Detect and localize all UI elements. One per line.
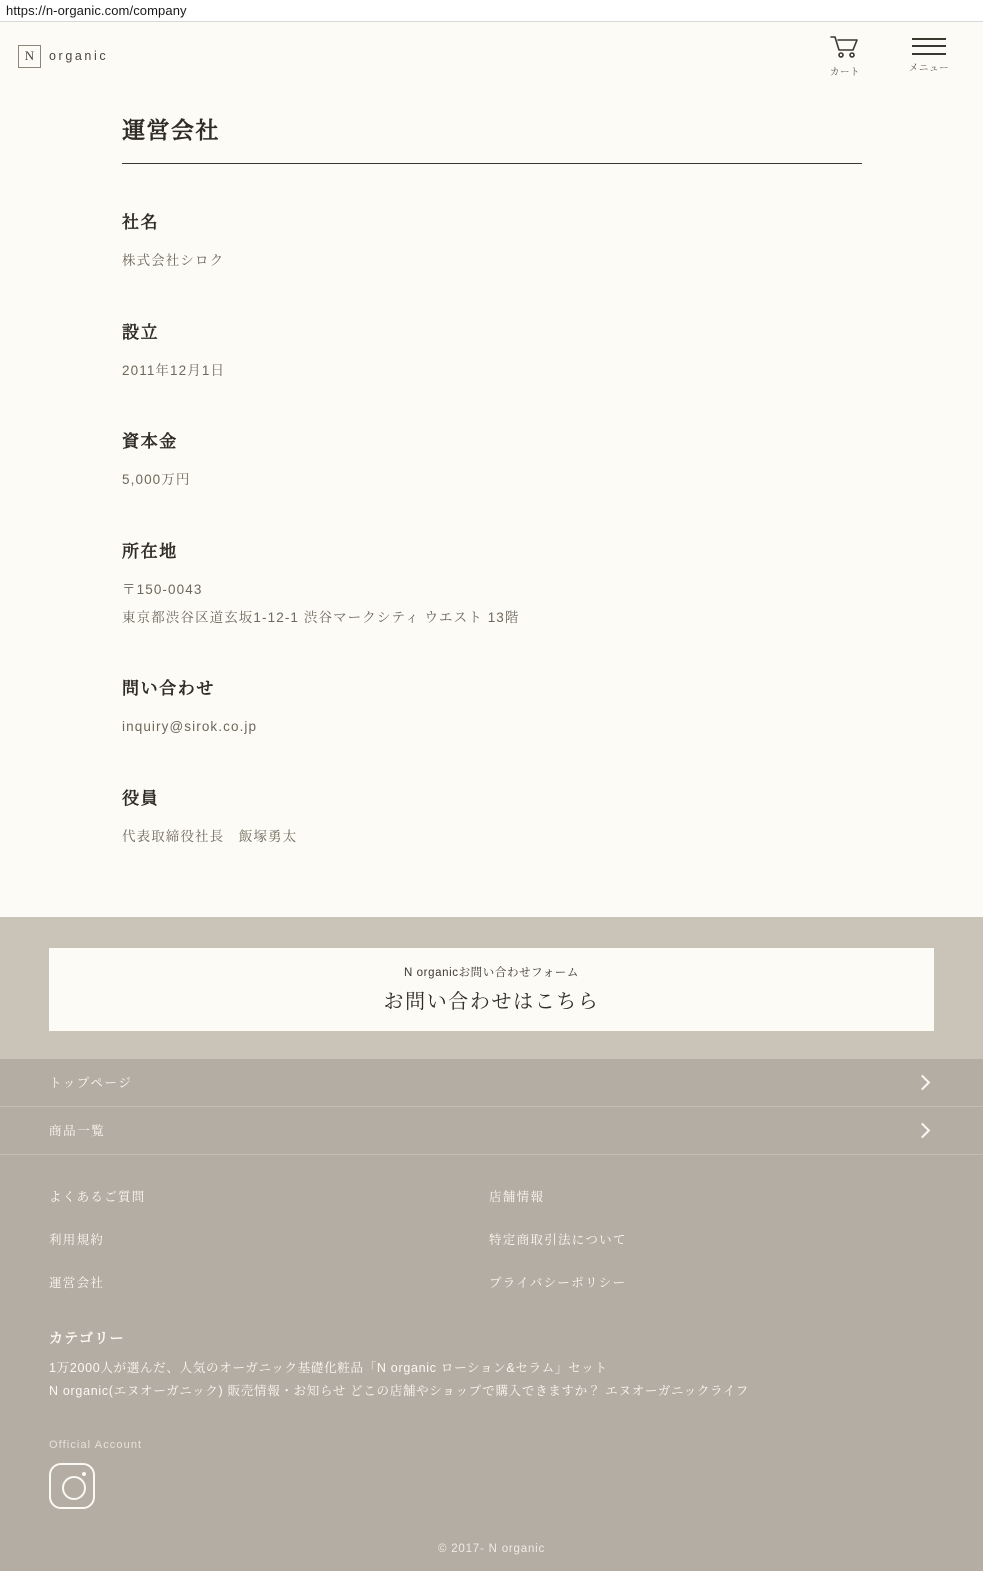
site-header [0,22,983,90]
copyright-text: © 2017- N organic [437,1542,546,1555]
info-value: 代表取締役社長 飯塚勇太 [122,829,298,845]
info-label: 役員 [122,789,160,809]
info-value: 株式会社シロク [122,253,225,268]
info-label: 社名 [122,213,160,232]
info-label: 資本金 [122,432,178,452]
info-value-street: 東京都渋谷区道玄坂1-12-1 渋谷マークシティ ウエスト 13階 [122,609,520,625]
chevron-right-icon [915,1122,931,1138]
official-account-label: Official Account [49,1438,143,1451]
info-label: 問い合わせ [122,679,215,699]
url-text: https://n-organic.com/company [6,3,187,18]
footer-nav-label: 商品一覧 [49,1124,106,1139]
site-logo[interactable] [18,45,108,68]
info-value-email[interactable]: inquiry@sirok.co.jp [122,719,258,735]
footer-nav-product-list[interactable] [0,1107,983,1155]
company-info-section [0,90,983,851]
footer-link-terms[interactable]: 利用規約 [49,1232,105,1247]
cart-label: カート [829,66,861,78]
header-actions [819,35,961,78]
footer-link-stores[interactable]: 店舗情報 [489,1189,545,1204]
info-label: 所在地 [122,542,178,562]
category-line[interactable]: 1万2000人が選んだ、人気のオーガニック基礎化粧品「N organic ローション&セラム」セット [49,1360,608,1375]
contact-subtitle: N organicお問い合わせフォーム [403,967,580,980]
menu-button[interactable] [903,35,955,74]
contact-title: お問い合わせはこちら [383,991,600,1014]
contact-form-button[interactable] [49,948,934,1031]
footer-nav-label: トップページ [49,1076,133,1091]
footer-link-tokushoho[interactable]: 特定商取引法について [489,1232,627,1247]
footer-link-privacy[interactable]: プライバシーポリシー [489,1275,627,1290]
footer-link-faq[interactable]: よくあるご質問 [49,1189,146,1204]
info-block-inquiry [122,674,861,741]
instagram-icon[interactable] [49,1463,95,1509]
cart-button[interactable] [819,35,871,78]
contact-band [0,917,983,1059]
info-label: 設立 [122,322,160,342]
category-line[interactable]: N organic(エヌオーガニック) 販売情報・お知らせ どこの店舗やショップで購入できますか？ エヌオーガニックライフ [49,1383,749,1398]
browser-url-bar[interactable] [0,0,983,22]
cart-icon [830,35,860,59]
info-value: 5,000万円 [122,472,191,488]
categories-title: カテゴリー [49,1329,125,1346]
footer-links-column-left [49,1187,489,1316]
site-footer [0,1059,983,1571]
info-block-capital [122,427,861,494]
info-value: 2011年12月1日 [122,362,226,378]
menu-label: メニュー [908,62,950,74]
footer-link-company[interactable]: 運営会社 [49,1275,105,1290]
info-block-address [122,537,861,631]
info-block-established [122,318,861,385]
hamburger-menu-icon [912,35,946,55]
info-block-company-name [122,208,861,275]
info-block-officers [122,784,861,851]
footer-categories [0,1316,983,1403]
footer-links [0,1155,983,1316]
info-value-postal: 〒150-0043 [122,582,203,598]
official-account-section [0,1403,983,1509]
footer-nav-top-page[interactable] [0,1059,983,1107]
footer-links-column-right [489,1187,929,1316]
page-title: 運営会社 [122,117,220,143]
logo-mark-icon: N [18,45,41,68]
chevron-right-icon [915,1074,931,1090]
logo-text: organic [49,49,109,63]
page-root [0,22,983,1555]
title-divider [122,163,862,164]
